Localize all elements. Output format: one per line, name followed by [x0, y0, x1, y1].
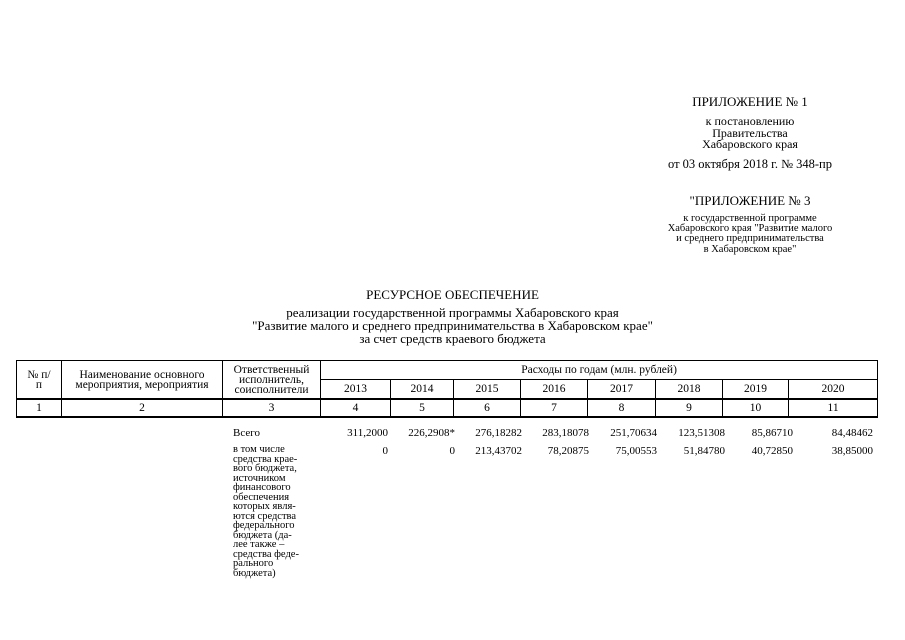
subtitle-line: "Развитие малого и среднего предпринимательства в Хабаровском крае": [252, 318, 653, 333]
appendix-3-line: в Хабаровском крае": [703, 243, 797, 255]
year-header: 2017: [588, 380, 656, 400]
federal-value-2014: 0: [449, 445, 455, 457]
row-label-line: рального: [233, 558, 274, 569]
appendix-3-header: [620, 193, 880, 255]
federal-value-2017: 75,00553: [615, 445, 657, 457]
column-number: 9: [656, 399, 723, 417]
row-label-line: федерального: [233, 520, 295, 531]
total-value-2015: 276,18282: [475, 427, 522, 439]
row-label-line: в том числе: [233, 444, 285, 455]
row-label-line: бюджета (да-: [233, 529, 292, 541]
appendix-3-title: "ПРИЛОЖЕНИЕ № 3: [689, 193, 811, 208]
total-value-2014: 226,2908*: [408, 427, 455, 439]
total-value-2019: 85,86710: [751, 427, 793, 439]
total-value-2017: 251,70634: [610, 427, 657, 439]
subtitle-line: за счет средств краевого бюджета: [359, 331, 546, 346]
subtitle-line: реализации государственной программы Хабаровского края: [286, 305, 619, 320]
document-subtitle: [150, 306, 755, 345]
col-header-expenses: Расходы по годам (млн. рублей): [321, 361, 878, 380]
row-label-line: средства феде-: [233, 548, 299, 560]
row-label-line: ются средства: [233, 510, 297, 522]
appendix-1-title: ПРИЛОЖЕНИЕ № 1: [692, 94, 808, 109]
year-header: 2019: [723, 380, 789, 400]
appendix-3-line: Хабаровского края "Развитие малого: [667, 223, 833, 235]
row-label-federal: [233, 445, 328, 578]
total-value-2013: 311,2000: [347, 427, 388, 439]
appendix-1-line: к постановлению: [705, 114, 795, 128]
column-number: 1: [17, 399, 62, 417]
year-header: 2016: [521, 380, 588, 400]
total-value-2020: 84,48462: [831, 427, 873, 439]
col-header-name: Наименование основного мероприятия, мероприятия: [62, 361, 223, 400]
total-value-2018: 123,51308: [678, 427, 725, 439]
column-number: 11: [789, 399, 878, 417]
appendix-1-line: Хабаровского края: [702, 137, 798, 151]
federal-value-2015: 213,43702: [475, 445, 522, 457]
federal-value-2016: 78,20875: [547, 445, 589, 457]
row-label-line: лее также –: [233, 539, 285, 550]
year-header: 2013: [321, 380, 391, 400]
column-number: 8: [588, 399, 656, 417]
appendix-1-date: от 03 октября 2018 г. № 348-пр: [668, 156, 832, 171]
federal-value-2020: 38,85000: [831, 445, 873, 457]
row-label-line: которых явля-: [233, 501, 296, 512]
appendix-3-line: и среднего предпринимательства: [676, 233, 824, 245]
year-header: 2020: [789, 380, 878, 400]
column-number: 3: [223, 399, 321, 417]
federal-value-2013: 0: [382, 445, 388, 457]
col-header-number: № п/п: [17, 361, 62, 400]
row-label-line: финансового: [233, 482, 291, 493]
federal-value-2018: 51,84780: [683, 445, 725, 457]
row-label-line: источником: [233, 472, 286, 484]
column-number: 10: [723, 399, 789, 417]
row-label-line: вого бюджета,: [233, 463, 297, 474]
col-header-executor: Ответственный исполнитель, соисполнители: [223, 361, 321, 400]
column-number: 6: [454, 399, 521, 417]
year-header: 2018: [656, 380, 723, 400]
column-number: 2: [62, 399, 223, 417]
row-label-line: обеспечения: [233, 491, 290, 503]
resource-table: [16, 360, 878, 418]
document-title: РЕСУРСНОЕ ОБЕСПЕЧЕНИЕ: [366, 287, 539, 302]
year-header: 2014: [391, 380, 454, 400]
appendix-1-header: [620, 94, 880, 172]
appendix-3-line: к государственной программе: [683, 213, 817, 224]
column-number: 4: [321, 399, 391, 417]
total-value-2016: 283,18078: [542, 427, 589, 439]
column-number: 5: [391, 399, 454, 417]
year-header: 2015: [454, 380, 521, 400]
federal-value-2019: 40,72850: [751, 445, 793, 457]
row-label-line: средства крае-: [233, 453, 298, 465]
row-label-total: Всего: [233, 427, 260, 439]
column-number: 7: [521, 399, 588, 417]
row-label-line: бюджета): [233, 567, 276, 579]
appendix-1-line: Правительства: [712, 125, 788, 140]
